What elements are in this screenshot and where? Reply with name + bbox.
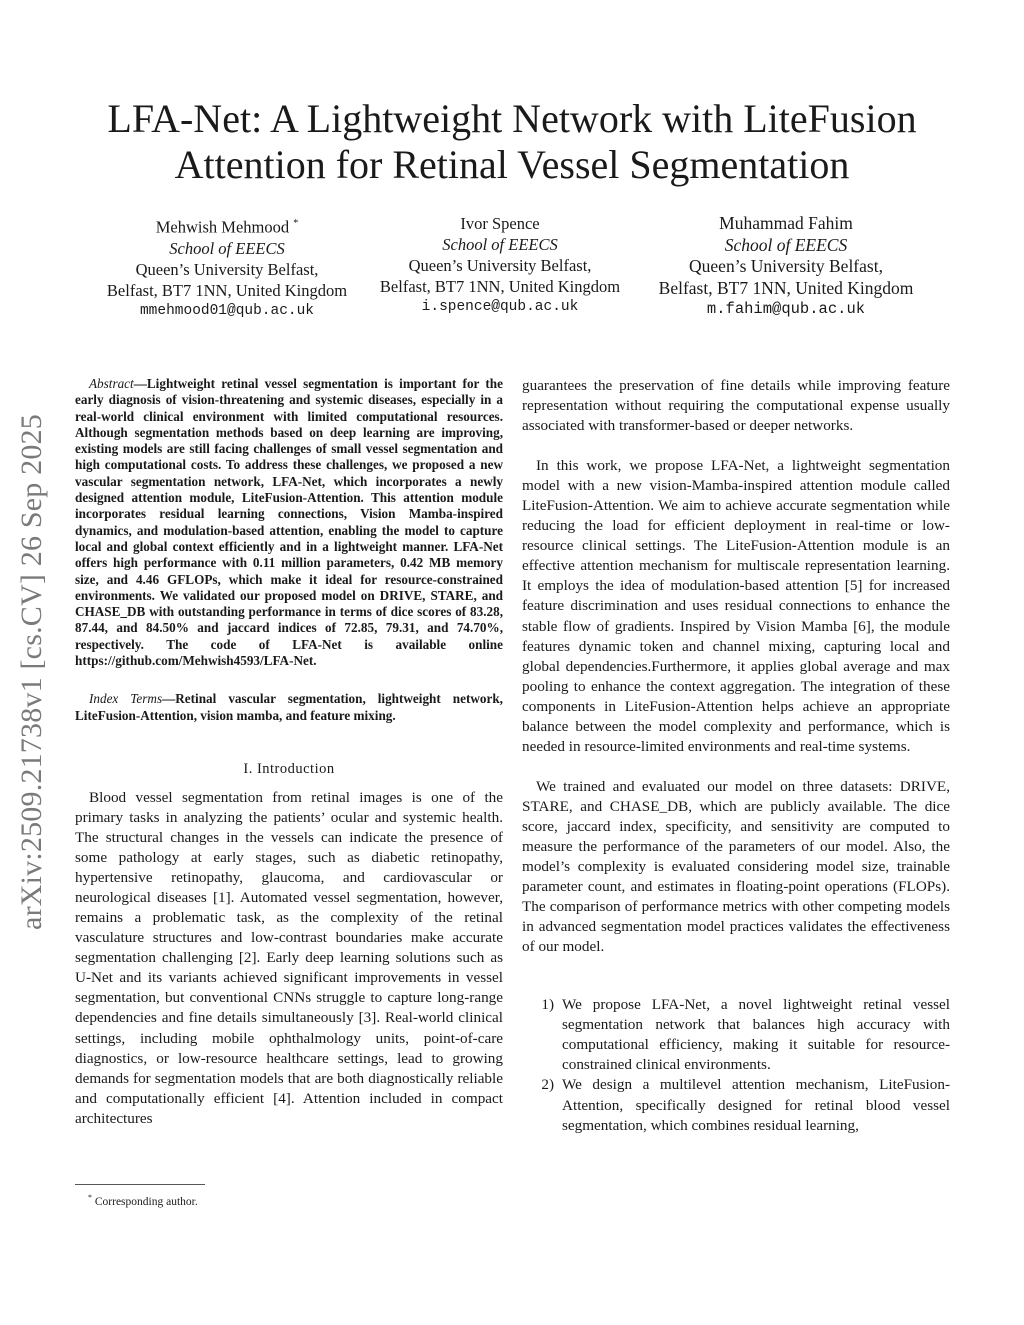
- corresponding-mark: *: [293, 218, 299, 229]
- footnote-divider: [75, 1184, 205, 1185]
- list-item: [522, 995, 950, 1075]
- author-block-1: [92, 213, 362, 322]
- list-item-number: 2): [541, 1076, 554, 1094]
- author-block-3: [638, 213, 934, 321]
- title-line-2: Attention for Retinal Vessel Segmentation: [174, 142, 850, 187]
- list-item-text: We propose LFA-Net, a novel lightweight retinal vessel segmentation network that balances high accuracy with computational efficiency, making it suitable for resource-constrained clinical environments.: [562, 996, 950, 1074]
- abstract-text: —Lightweight retinal vessel segmentation is important for the early diagnosis of vision-threatening and systemic diseases, especially in a real-world clinical environment with limited computational resources. Although segmentation methods based on deep learning are improving, existing models are still facing challenges of small vessel segmentation and high computational costs. To address these challenges, we proposed a new vascular segmentation network, LFA-Net, which incorporates a newly designed attention module, LiteFusion-Attention. This attention module incorporates residual learning connections, Vision Mamba-inspired dynamics, and modulation-based attention, enabling the model to capture local and global context efficiently and in a lightweight manner. LFA-Net offers high performance with 0.11 million parameters, 0.42 MB memory size, and 4.46 GFLOPs, which make it ideal for resource-constrained environments. We validated our proposed model on DRIVE, STARE, and CHASE_DB with outstanding performance in terms of dice scores of 83.28, 87.44, and 84.50% and jaccard indices of 72.85, 79.31, and 74.70%, respectively. The code of LFA-Net is available online https://github.com/Mehwish4593/LFA-Net.: [75, 376, 503, 669]
- contributions-list: [522, 995, 950, 1135]
- author-email: mmehmood01@qub.ac.uk: [139, 302, 315, 319]
- author-name: Ivor Spence: [460, 214, 540, 233]
- author-address: Belfast, BT7 1NN, United Kingdom: [658, 277, 914, 298]
- footnote-text: Corresponding author.: [94, 1195, 198, 1208]
- author-institution: Queen’s University Belfast,: [135, 259, 319, 279]
- right-column: [522, 376, 950, 1136]
- author-department: School of EEECS: [169, 238, 285, 258]
- paragraph-datasets: We trained and evaluated our model on three datasets: DRIVE, STARE, and CHASE_DB, which are publicly available. The dice score, jaccard index, specificity, and sensitivity are computed to measure the performance of the parameters of our model. Also, the model’s complexity is evaluated considering model size, trainable parameter count, and estimates in floating-point operations (FLOPs). The comparison of performance metrics with other competing models in advanced segmentation model practices validates the effectiveness of our model.: [522, 777, 950, 956]
- title-line-1: LFA-Net: A Lightweight Network with LiteFusion: [107, 96, 917, 141]
- abstract: [75, 376, 503, 669]
- author-institution: Queen’s University Belfast,: [408, 256, 592, 275]
- author-name: Mehwish Mehmood: [155, 217, 290, 237]
- index-terms-text: —Retinal vascular segmentation, lightweight network, LiteFusion-Attention, vision mamba, and feature mixing.: [75, 691, 503, 723]
- left-column: [75, 376, 503, 1129]
- author-department: School of EEECS: [724, 234, 848, 255]
- list-item: [522, 1075, 950, 1135]
- author-address: Belfast, BT7 1NN, United Kingdom: [106, 280, 348, 300]
- arxiv-identifier-text: arXiv:2509.21738v1 [cs.CV] 26 Sep 2025: [15, 414, 49, 930]
- abstract-label: Abstract: [89, 376, 134, 391]
- intro-paragraph: Blood vessel segmentation from retinal images is one of the primary tasks in analyzing the patients’ ocular and systemic health. The structural changes in the vessels can indicate the presence of some pathology at early stages, such as diabetic retinopathy, hypertensive retinopathy, glaucoma, and cardiovascular or neurological diseases [1]. Automated vessel segmentation, however, remains a problematic task, as the complexity of the retinal vasculature structures and low-contrast boundaries make accurate segmentation challenging [2]. Early deep learning solutions such as U-Net and its variants achieved significant improvements in vessel segmentation, but conventional CNNs struggle to capture long-range dependencies and fine details simultaneously [3]. Real-world clinical settings, including mobile ophthalmology units, point-of-care diagnostics, or low-resource healthcare settings, lead to growing demands for segmentation models that are both diagnostically reliable and computationally efficient [4]. Attention included in compact architectures: [75, 788, 503, 1127]
- author-address: Belfast, BT7 1NN, United Kingdom: [379, 277, 621, 296]
- list-item-text: We design a multilevel attention mechanism, LiteFusion-Attention, specifically designed for retinal blood vessel segmentation, which combines residual learning,: [562, 1076, 950, 1134]
- index-terms: [75, 691, 503, 724]
- arxiv-identifier: [2, 372, 62, 972]
- paragraph-continuation: guarantees the preservation of fine details while improving feature representation without requiring the computational expense usually associated with transformer-based or deeper networks.: [522, 377, 950, 435]
- paragraph-this-work: In this work, we propose LFA-Net, a lightweight segmentation model with a new vision-Mamba-inspired attention module called LiteFusion-Attention. We aim to achieve accurate segmentation while reducing the load for efficient deployment in real-time or low-resource clinical settings. The LiteFusion-Attention module is an effective attention mechanism for multiscale representation learning. It employs the idea of modulation-based attention [5] for increased feature discrimination and uses residual connections to enhance the stable flow of gradients. Inspired by Vision Mamba [6], the module features dynamic token and channel mixing, capturing local and global dependencies.Furthermore, it applies global average and max pooling to enhance the context aggregation. The integration of these components in LiteFusion-Attention helps achieve an appropriate balance between the model complexity and performance, which is needed in resource-limited environments and real-time systems.: [522, 457, 950, 755]
- footnote: [88, 1191, 198, 1209]
- index-terms-label: Index Terms: [89, 691, 163, 707]
- author-email: i.spence@qub.ac.uk: [421, 299, 579, 315]
- paper-title: [60, 96, 964, 188]
- author-department: School of EEECS: [442, 235, 558, 254]
- section-heading-introduction: I. Introduction: [243, 760, 335, 777]
- author-block-2: [366, 213, 634, 318]
- author-institution: Queen’s University Belfast,: [689, 256, 883, 276]
- footnote-mark: *: [88, 1193, 92, 1202]
- author-email: m.fahim@qub.ac.uk: [706, 300, 866, 318]
- list-item-number: 1): [541, 996, 554, 1014]
- author-name: Muhammad Fahim: [719, 213, 853, 233]
